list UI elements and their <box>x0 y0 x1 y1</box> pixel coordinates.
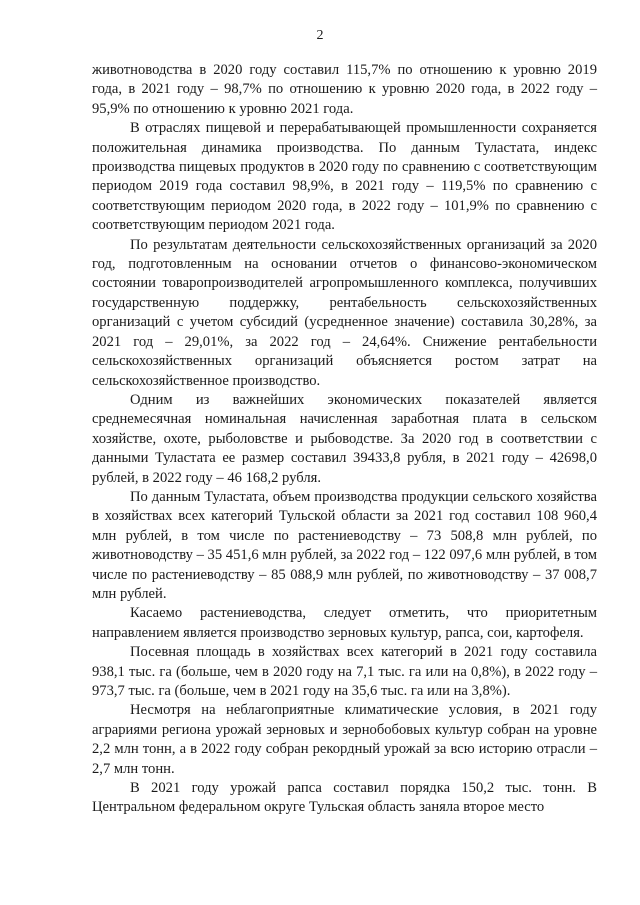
document-body <box>92 61 597 818</box>
paragraph: Посевная площадь в хозяйствах всех категорий в 2021 году составила 938,1 тыс. га (больше, чем в 2020 году на 7,1 тыс. га или на 0,8%), в 2022 году – 973,7 тыс. га (больше, чем в 2021 году на 35,6 тыс. га или на 3,8%). <box>92 644 597 699</box>
page-number: 2 <box>316 28 324 43</box>
paragraph: Несмотря на неблагоприятные климатические условия, в 2021 году аграриями региона урожай зерновых и зернобобовых культур собран на уровне 2,2 млн тонн, а в 2022 году собран рекордный урожай за всю историю отрасли – 2,7 млн тонн. <box>92 702 597 777</box>
paragraph: В 2021 году урожай рапса составил порядка 150,2 тыс. тонн. В Центральном федеральном округе Тульская область заняла второе место <box>92 780 597 816</box>
paragraph: Одним из важнейших экономических показателей является среднемесячная номинальная начисленная заработная плата в сельском хозяйстве, охоте, рыболовстве и рыбоводстве. За 2020 год в соответствии с данными Туластата ее размер составил 39433,8 рубля, в 2021 году – 42698,0 рублей, в 2022 году – 46 168,2 рубля. <box>92 391 597 486</box>
paragraph: Касаемо растениеводства, следует отметить, что приоритетным направлением является производство зерновых культур, рапса, сои, картофеля. <box>92 605 597 641</box>
paragraph: По данным Туластата, объем производства продукции сельского хозяйства в хозяйствах всех категорий Тульской области за 2021 год составил 108 960,4 млн рублей, в том числе по растениеводству – 73 508,8 млн рублей, по животноводству – 35 451,6 млн рублей, за 2022 год – 122 097,6 млн рублей, в том числе по растениеводству – 85 088,9 млн рублей, по животноводству – 37 008,7 млн рублей. <box>92 488 597 602</box>
paragraph: В отраслях пищевой и перерабатывающей промышленности сохраняется положительная динамика производства. По данным Туластата, индекс производства пищевых продуктов в 2020 году по сравнению с соответствующим периодом 2019 года составил 98,9%, в 2021 году – 119,5% по сравнению с соответствующим периодом 2020 года, в 2022 году – 101,9% по сравнению с соответствующим периодом 2021 года. <box>92 120 597 234</box>
paragraph: По результатам деятельности сельскохозяйственных организаций за 2020 год, подготовленным на основании отчетов о финансово-экономическом состоянии товаропроизводителей агропромышленного комплекса, получивших государственную поддержку, рентабельность сельскохозяйственных организаций с учетом субсидий (усредненное значение) составила 30,28%, за 2021 год – 29,01%, за 2022 год – 24,64%. Снижение рентабельности сельскохозяйственных организаций объясняется ростом затрат на сельскохозяйственное производство. <box>92 236 597 389</box>
paragraph: животноводства в 2020 году составил 115,7% по отношению к уровню 2019 года, в 2021 году – 98,7% по отношению к уровню 2020 года, в 2022 году – 95,9% по отношению к уровню 2021 года. <box>92 62 597 117</box>
